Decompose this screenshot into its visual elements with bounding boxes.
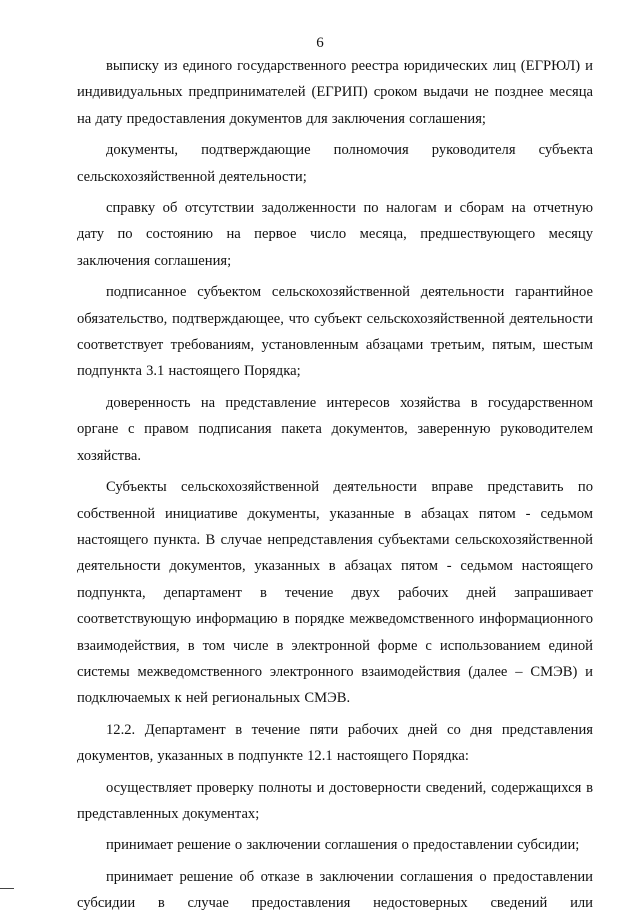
paragraph-tax-certificate: справку об отсутствии задолженности по налогам и сборам на отчетную дату по состоянию на первое число месяца, предшествующего месяцу заключения соглашения; — [77, 200, 593, 269]
document-body — [77, 53, 593, 922]
paragraph-verification: осуществляет проверку полноты и достоверности сведений, содержащихся в представленных документах; — [77, 779, 593, 822]
paragraph-guarantee-obligation: подписанное субъектом сельскохозяйственной деятельности гарантийное обязательство, подтверждающее, что субъект сельскохозяйственной деятельности соответствует требованиям, установленным абзацами третьим, пятым, шестым подпункта 3.1 настоящего Порядка; — [77, 284, 593, 380]
paragraph-decision-refuse: принимает решение об отказе в заключении соглашения о предоставлении субсидии в случае предоставления недостоверных сведений или — [77, 868, 593, 912]
paragraph-power-of-attorney: доверенность на представление интересов хозяйства в государственном органе с правом подписания пакета документов, заверенную руководителем хозяйства. — [77, 394, 593, 464]
paragraph-own-initiative-documents: Субъекты сельскохозяйственной деятельности вправе представить по собственной инициативе документы, указанные в абзацах пятом - седьмом настоящего пункта. В случае непредставления субъектами сельскохозяйственной деятельности документов, указанных в абзацах пятом - седьмом настоящего подпункта, департамент в течение двух рабочих дней запрашивает соответствующую информацию в порядке межведомственного информационного взаимодействия, в том числе в электронной форме с использованием единой системы межведомственного электронного взаимодействия (далее – СМЭВ) и подключаемых к ней региональных СМЭВ. — [77, 479, 593, 707]
paragraph-authority-documents: документы, подтверждающие полномочия руководителя субъекта сельскохозяйственной деятельности; — [77, 142, 593, 185]
paragraph-egrul-extract: выписку из единого государственного реестра юридических лиц (ЕГРЮЛ) и индивидуальных предпринимателей (ЕГРИП) сроком выдачи не позднее месяца на дату предоставления документов для заключения соглашения; — [77, 58, 593, 127]
page-edge-mark — [0, 888, 14, 889]
paragraph-decision-conclude: принимает решение о заключении соглашения о предоставлении субсидии; — [106, 837, 580, 854]
paragraph-12-2: 12.2. Департамент в течение пяти рабочих дней со дня представления документов, указанных в подпункте 12.1 настоящего Порядка: — [77, 721, 593, 765]
page-number: 6 — [316, 35, 324, 51]
